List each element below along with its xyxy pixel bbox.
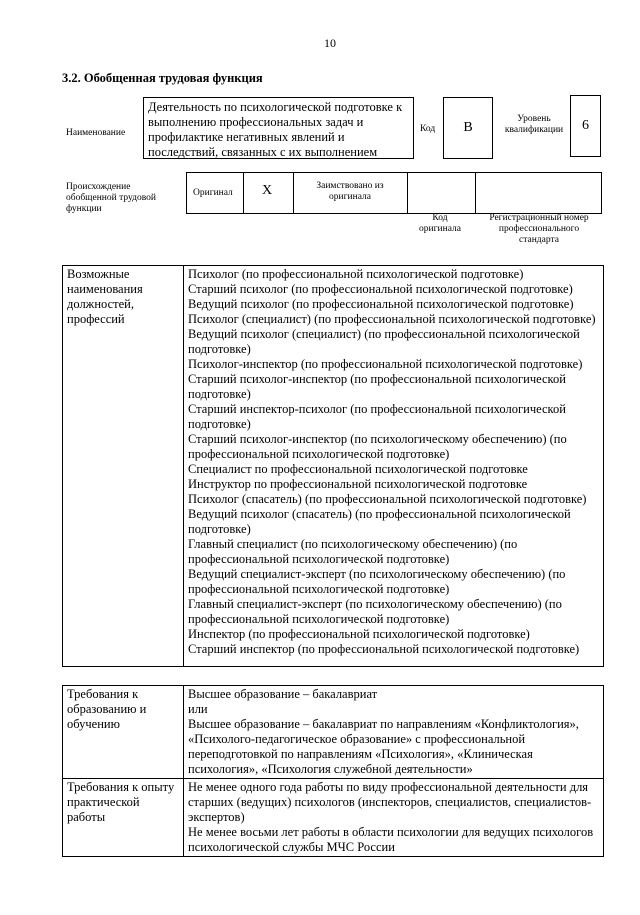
position-item: Ведущий психолог (по профессиональной психологической подготовке) (188, 297, 574, 311)
positions-table (62, 265, 604, 667)
position-item: Старший психолог-инспектор (по профессиональной психологической подготовке) (188, 372, 566, 401)
code-label: Код (420, 124, 436, 134)
positions-list (184, 266, 604, 667)
borrowed-label: Заимствовано из оригинала (316, 181, 384, 202)
original-label: Оригинал (193, 188, 233, 198)
position-item: Психолог (специалист) (по профессиональной психологической подготовке) (188, 312, 596, 326)
education-label: Требования к образованию и обучению (63, 686, 184, 779)
position-item: Инструктор по профессиональной психологической подготовке (188, 477, 528, 491)
experience-line: Не менее восьми лет работы в области психологии для ведущих психологов психологической службы МЧС России (188, 825, 594, 854)
position-item: Ведущий психолог (спасатель) (по профессиональной психологической подготовке) (188, 507, 571, 536)
education-row (63, 686, 604, 779)
experience-line: Не менее одного года работы по виду профессиональной деятельности для старших (ведущих) психологов (инспекторов, специалистов, специалистов-экспертов) (188, 780, 592, 824)
position-item: Старший психолог (по профессиональной психологической подготовке) (188, 282, 573, 296)
position-item: Специалист по профессиональной психологической подготовке (188, 462, 528, 476)
position-item: Психолог (по профессиональной психологической подготовке) (188, 267, 524, 281)
reg-number-caption: Регистрационный номер профессионального стандарта (489, 213, 589, 245)
positions-row (63, 266, 604, 667)
experience-row (63, 779, 604, 857)
borrowed-label-cell (293, 173, 408, 213)
page-number: 10 (324, 36, 336, 50)
position-item: Главный специалист (по психологическому обеспечению) (по профессиональной психологической подготовке) (188, 537, 518, 566)
level-value: 6 (570, 95, 601, 157)
origin-table (186, 172, 602, 214)
level-label: Уровень квалификации (504, 114, 564, 135)
education-line: Высшее образование – бакалавриат (188, 687, 378, 701)
position-item: Психолог (спасатель) (по профессиональной психологической подготовке) (188, 492, 587, 506)
original-mark-cell (243, 173, 294, 213)
reg-number-cell (475, 173, 601, 213)
position-item: Старший инспектор-психолог (по профессиональной психологической подготовке) (188, 402, 566, 431)
position-item: Психолог-инспектор (по профессиональной психологической подготовке) (188, 357, 583, 371)
position-item: Старший психолог-инспектор (по психологическому обеспечению) (по профессиональной психологической подготовке) (188, 432, 567, 461)
function-name-field: Деятельность по психологической подготовке к выполнению профессиональных задач и профилактике негативных явлений и последствий, связанных с их выполнением (143, 97, 414, 159)
code-original-caption: Код оригинала (419, 213, 461, 234)
section-title: 3.2. Обобщенная трудовая функция (62, 71, 263, 85)
positions-label: Возможные наименования должностей, профессий (63, 266, 184, 667)
education-line: Высшее образование – бакалавриат по направлениям «Конфликтология», «Психолого-педагогическое образование» с профессиональной переподготовкой по направлениям «Психология», «Клиническая психология», «Психология служебной деятельности» (188, 717, 579, 776)
original-label-cell (187, 173, 244, 213)
position-item: Ведущий психолог (специалист) (по профессиональной психологической подготовке) (188, 327, 580, 356)
origin-label: Происхождение обобщенной трудовой функции (66, 182, 156, 214)
requirements-table (62, 685, 604, 857)
position-item: Ведущий специалист-эксперт (по психологическому обеспечению) (по профессиональной психологической подготовке) (188, 567, 566, 596)
position-item: Инспектор (по профессиональной психологической подготовке) (188, 627, 530, 641)
experience-label: Требования к опыту практической работы (63, 779, 184, 857)
experience-content (184, 779, 604, 857)
name-label: Наименование (66, 128, 126, 138)
education-content (184, 686, 604, 779)
code-original-cell (407, 173, 476, 213)
code-value: B (443, 97, 493, 159)
position-item: Старший инспектор (по профессиональной психологической подготовке) (188, 642, 580, 656)
position-item: Главный специалист-эксперт (по психологическому обеспечению) (по профессиональной психологической подготовке) (188, 597, 562, 626)
original-mark: X (262, 183, 273, 198)
education-line: или (188, 702, 208, 716)
